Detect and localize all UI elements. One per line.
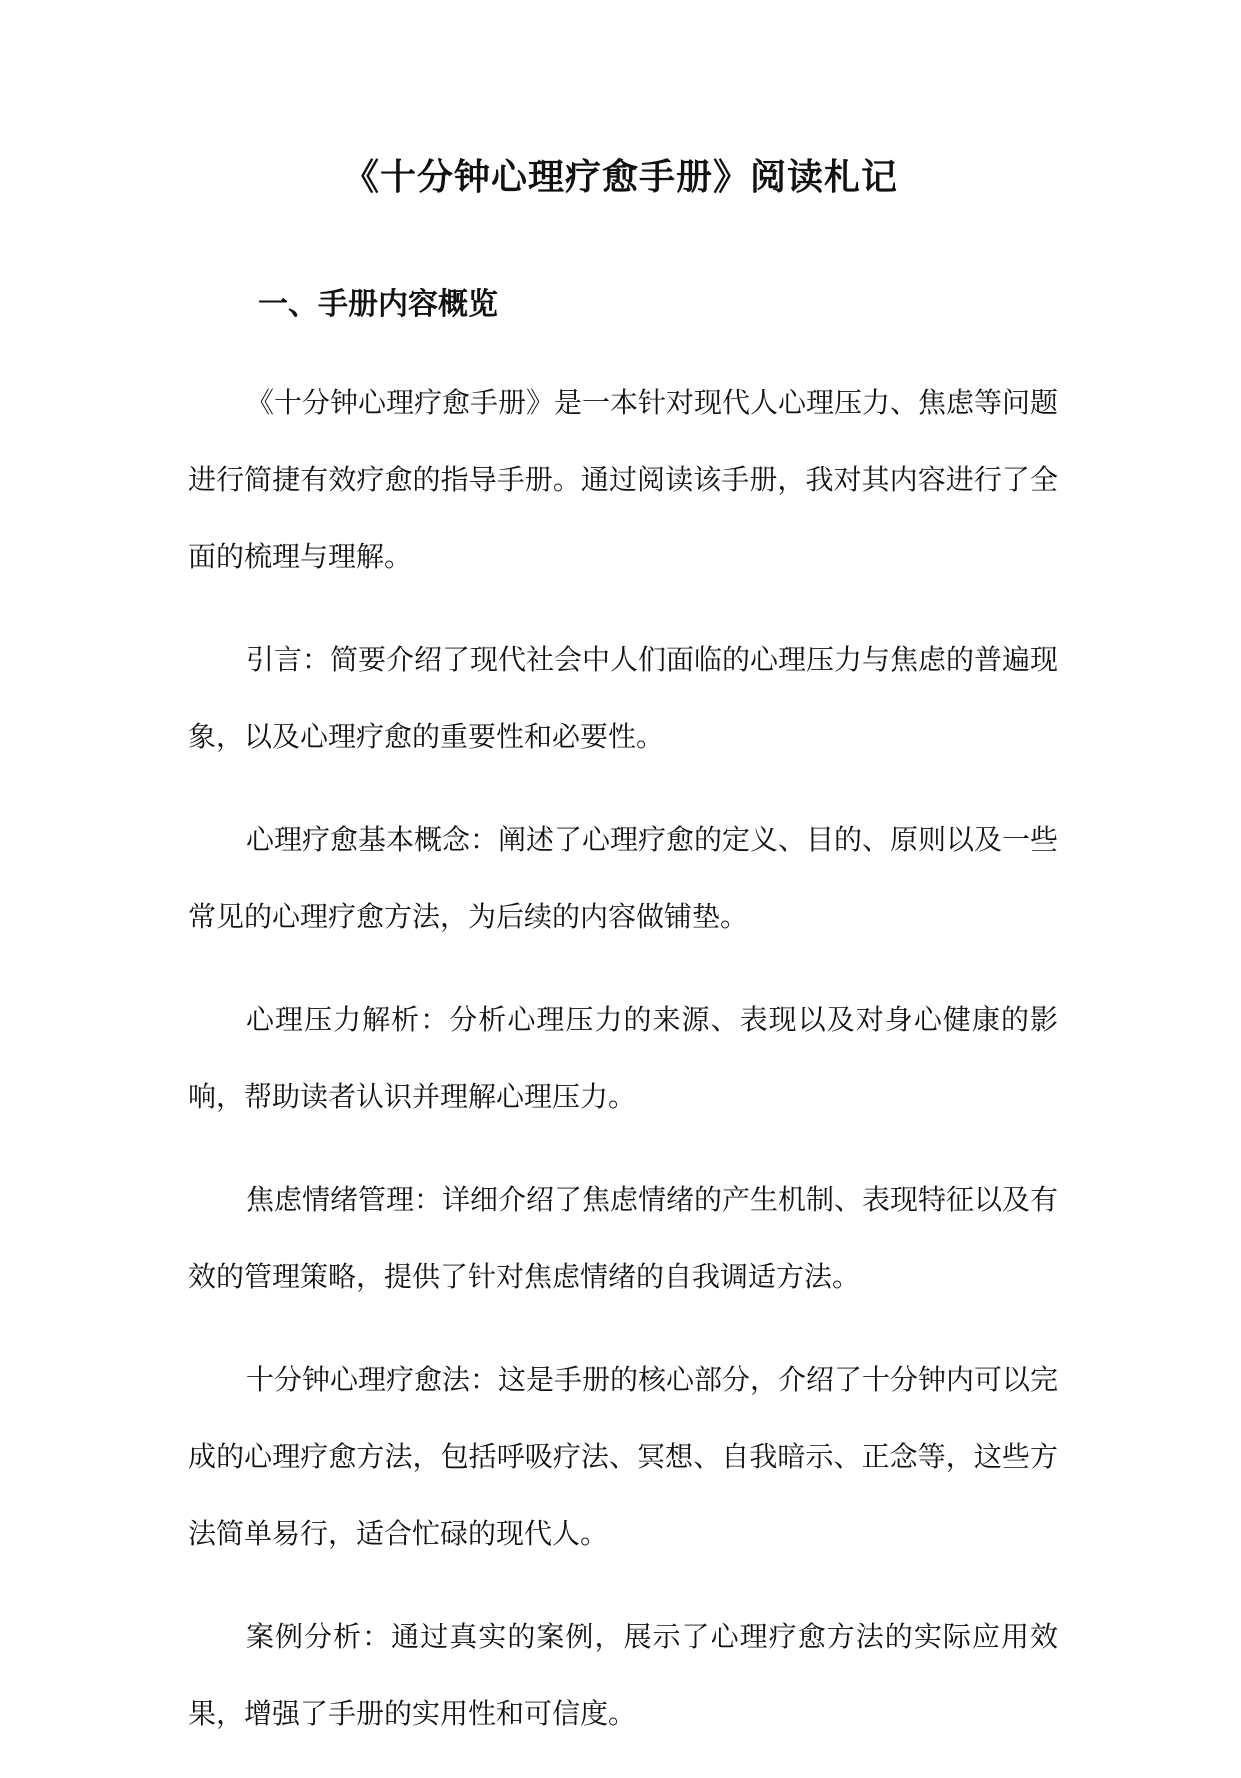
document-body <box>188 364 1058 1778</box>
paragraph-anxiety-management: 焦虑情绪管理：详细介绍了焦虑情绪的产生机制、表现特征以及有效的管理策略，提供了针对焦虑情绪的自我调适方法。 <box>188 1183 1059 1293</box>
paragraph-stress-analysis: 心理压力解析：分析心理压力的来源、表现以及对身心健康的影响，帮助读者认识并理解心理压力。 <box>188 1003 1058 1113</box>
paragraph-basic-concepts: 心理疗愈基本概念：阐述了心理疗愈的定义、目的、原则以及一些常见的心理疗愈方法，为后续的内容做铺垫。 <box>188 823 1059 933</box>
paragraph-case-analysis: 案例分析：通过真实的案例，展示了心理疗愈方法的实际应用效果，增强了手册的实用性和可信度。 <box>188 1620 1058 1730</box>
paragraph-preface: 引言：简要介绍了现代社会中人们面临的心理压力与焦虑的普遍现象，以及心理疗愈的重要性和必要性。 <box>188 643 1059 753</box>
document-title: 《十分钟心理疗愈手册》阅读札记 <box>342 157 898 198</box>
paragraph-intro: 《十分钟心理疗愈手册》是一本针对现代人心理压力、焦虑等问题进行简捷有效疗愈的指导手册。通过阅读该手册，我对其内容进行了全面的梳理与理解。 <box>188 386 1059 573</box>
paragraph-ten-minute-method: 十分钟心理疗愈法：这是手册的核心部分，介绍了十分钟内可以完成的心理疗愈方法，包括呼吸疗法、冥想、自我暗示、正念等，这些方法简单易行，适合忙碌的现代人。 <box>188 1363 1059 1550</box>
section-heading: 一、手册内容概览 <box>258 287 498 322</box>
